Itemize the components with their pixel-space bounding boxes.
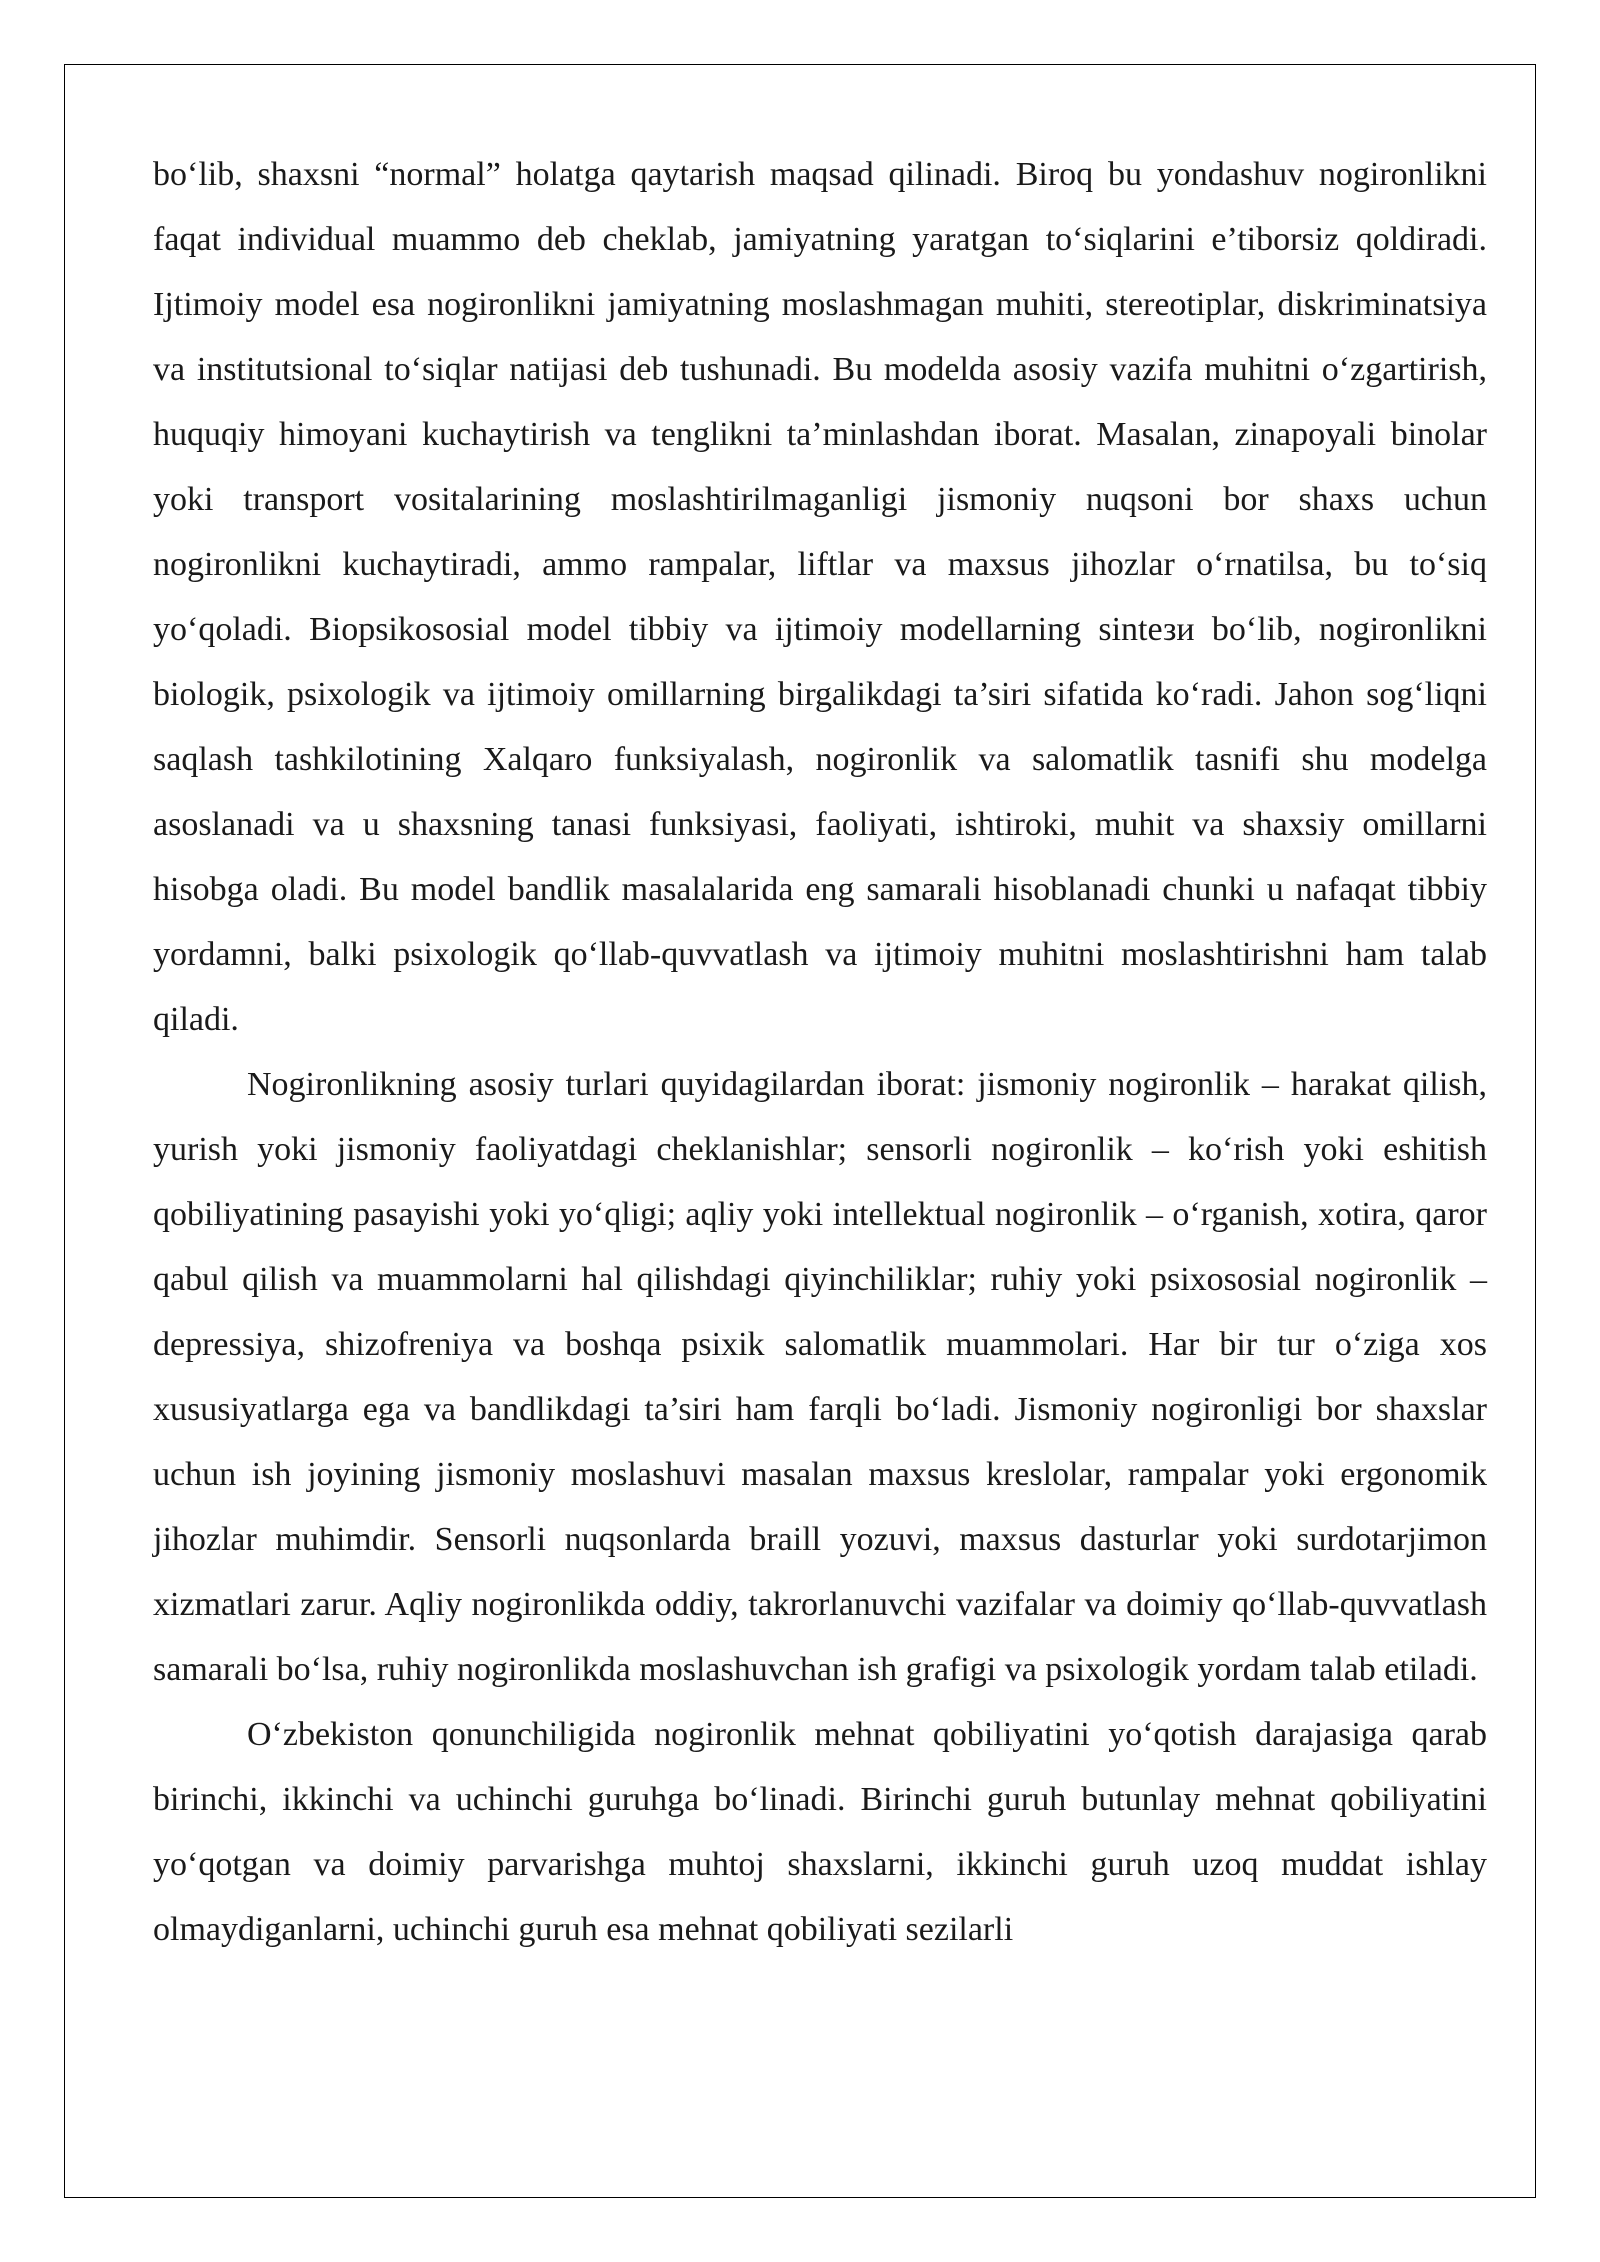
document-body	[153, 142, 1487, 1962]
paragraph-uzbekistan-legislation: O‘zbekiston qonunchiligida nogironlik mehnat qobiliyatini yo‘qotish darajasiga qarab birinchi, ikkinchi va uchinchi guruhga bo‘linadi. Birinchi guruh butunlay mehnat qobiliyatini yo‘qotgan va doimiy parvarishga muhtoj shaxslarni, ikkinchi guruh uzoq muddat ishlay olmaydiganlarni, uchinchi guruh esa mehnat qobiliyati sezilarli	[153, 1716, 1487, 1948]
paragraph-disability-types: Nogironlikning asosiy turlari quyidagilardan iborat: jismoniy nogironlik – harakat qilish, yurish yoki jismoniy faoliyatdagi cheklanishlar; sensorli nogironlik – ko‘rish yoki eshitish qobiliyatining pasayishi yoki yo‘qligi; aqliy yoki intellektual nogironlik – o‘rganish, xotira, qaror qabul qilish va muammolarni hal qilishdagi qiyinchiliklar; ruhiy yoki psixososial nogironlik – depressiya, shizofreniya va boshqa psixik salomatlik muammolari. Har bir tur o‘ziga xos xususiyatlarga ega va bandlikdagi ta’siri ham farqli bo‘ladi. Jismoniy nogironligi bor shaxslar uchun ish joyining jismoniy moslashuvi masalan maxsus kreslolar, rampalar yoki ergonomik jihozlar muhimdir. Sensorli nuqsonlarda braill yozuvi, maxsus dasturlar yoki surdotarjimon xizmatlari zarur. Aqliy nogironlikda oddiy, takrorlanuvchi vazifalar va doimiy qo‘llab-quvvatlash samarali bo‘lsa, ruhiy nogironlikda moslashuvchan ish grafigi va psixologik yordam talab etiladi.	[153, 1066, 1487, 1688]
paragraph-medical-social-models: bo‘lib, shaxsni “normal” holatga qaytarish maqsad qilinadi. Biroq bu yondashuv nogironlikni faqat individual muammo deb cheklab, jamiyatning yaratgan to‘siqlarini e’tiborsiz qoldiradi. Ijtimoiy model esa nogironlikni jamiyatning moslashmagan muhiti, stereotiplar, diskriminatsiya va institutsional to‘siqlar natijasi deb tushunadi. Bu modelda asosiy vazifa muhitni o‘zgartirish, huquqiy himoyani kuchaytirish va tenglikni ta’minlashdan iborat. Masalan, zinapoyali binolar yoki transport vositalarining moslashtirilmaganligi jismoniy nuqsoni bor shaxs uchun nogironlikni kuchaytiradi, ammo rampalar, liftlar va maxsus jihozlar o‘rnatilsa, bu to‘siq yo‘qoladi. Biopsikososial model tibbiy va ijtimoiy modellarning sintези bo‘lib, nogironlikni biologik, psixologik va ijtimoiy omillarning birgalikdagi ta’siri sifatida ko‘radi. Jahon sog‘liqni saqlash tashkilotining Xalqaro funksiyalash, nogironlik va salomatlik tasnifi shu modelga asoslanadi va u shaxsning tanasi funksiyasi, faoliyati, ishtiroki, muhit va shaxsiy omillarni hisobga oladi. Bu model bandlik masalalarida eng samarali hisoblanadi chunki u nafaqat tibbiy yordamni, balki psixologik qo‘llab-quvvatlash va ijtimoiy muhitni moslashtirishni ham talab qiladi.	[153, 156, 1487, 1038]
